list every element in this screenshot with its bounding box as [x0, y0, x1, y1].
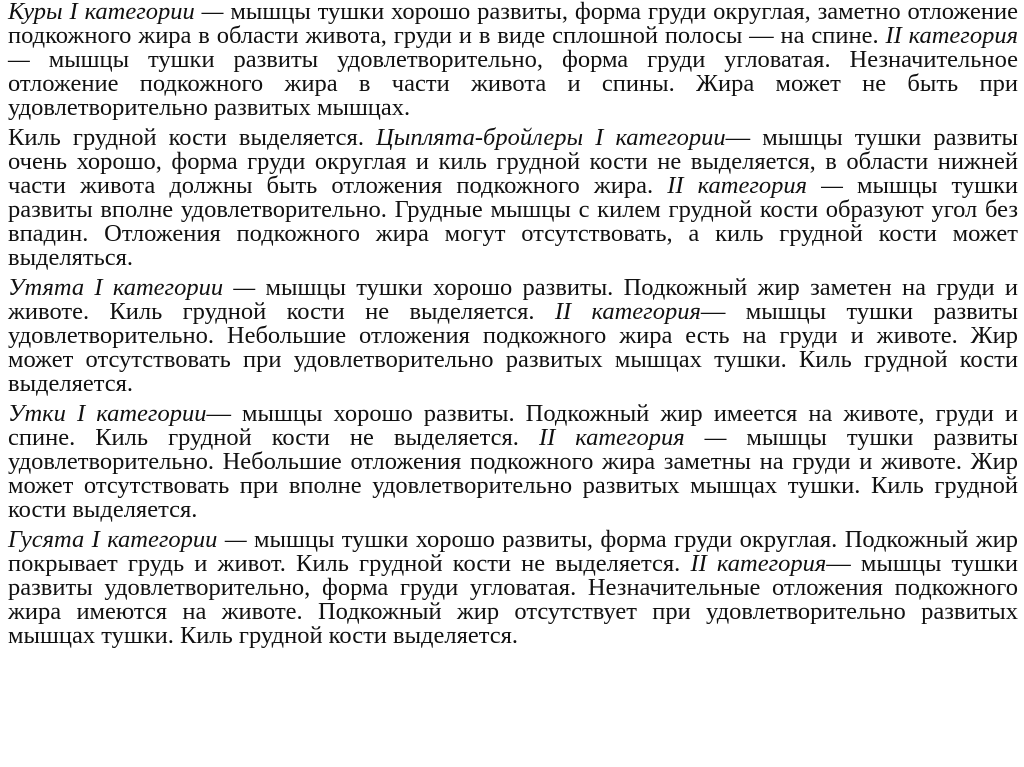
paragraph-broilers	[8, 126, 1018, 270]
term-chickens-cat1: Куры I категории —	[8, 0, 231, 25]
text-ducklings-cat2: — мышцы тушки развиты удовлетворительно. Небольшие отложения подкожного жира есть на груди и животе. Жир может отсутствовать при удовлетворительно развитых мышцах тушки. Киль грудной кости выделяется.	[8, 298, 1018, 397]
term-broilers-cat1: Цыплята-бройлеры I категории	[376, 124, 726, 151]
text-chickens-cat2: мышцы тушки развиты удовлетворительно, форма груди угловатая. Незначительное отложение подкожного жира в части живота и спины. Жира может не быть при удовлетворительно развитых мышцах.	[8, 46, 1018, 121]
text-broilers-cat2: мышцы тушки развиты вполне удовлетворительно. Грудные мышцы с килем грудной кости образуют угол без впадин. Отложения подкожного жира могут отсутствовать, а киль грудной кости может выделяться.	[8, 172, 1019, 271]
term-goslings-cat2: II категория	[690, 550, 827, 577]
text-broilers-cat1: — мышцы тушки развиты очень хорошо, форма груди округлая и киль грудной кости не выделяется, в области нижней части живота должны быть отложения подкожного жира.	[8, 124, 1018, 199]
paragraph-chickens	[8, 0, 1018, 120]
term-broilers-cat2: II категория —	[667, 172, 857, 199]
term-ducklings-cat1: Утята I категории —	[8, 274, 266, 301]
paragraph-ducklings	[8, 276, 1018, 396]
paragraph-ducks	[8, 402, 1018, 522]
text-ducklings-cat1: мышцы тушки хорошо развиты. Подкожный жир заметен на груди и животе. Киль грудной кости не выделяется.	[8, 274, 1018, 325]
text-chickens-cat1: мышцы тушки хорошо развиты, форма груди округлая, заметно отложение подкожного жира в области живота, груди и в виде сплошной полосы — на спине.	[8, 0, 1018, 49]
text-keel-note: Киль грудной кости выделяется.	[8, 124, 377, 151]
term-chickens-cat2: II категория —	[8, 22, 1019, 73]
term-ducks-cat1: Утки I категории	[8, 400, 207, 427]
text-goslings-cat1: мышцы тушки хорошо развиты, форма груди округлая. Подкожный жир покрывает грудь и живот. Киль грудной кости не выделяется.	[8, 526, 1018, 577]
term-ducklings-cat2: II категория	[554, 298, 701, 325]
paragraph-goslings	[8, 528, 1018, 648]
text-ducks-cat1: — мышцы хорошо развиты. Подкожный жир имеется на животе, груди и спине. Киль грудной кости не выделяется.	[8, 400, 1019, 451]
term-ducks-cat2: II категория —	[538, 424, 747, 451]
term-goslings-cat1: Гусята I категории —	[8, 526, 254, 553]
text-ducks-cat2: мышцы тушки развиты удовлетворительно. Небольшие отложения подкожного жира заметны на груди и животе. Жир может отсутствовать при вполне удовлетворительно развитых мышцах тушки. Киль грудной кости выделяется.	[8, 424, 1018, 523]
text-goslings-cat2: — мышцы тушки развиты удовлетворительно, форма груди угловатая. Незначительные отложения подкожного жира имеются на животе. Подкожный жир отсутствует при удовлетворительно развитых мышцах тушки. Киль грудной кости выделяется.	[8, 550, 1018, 649]
